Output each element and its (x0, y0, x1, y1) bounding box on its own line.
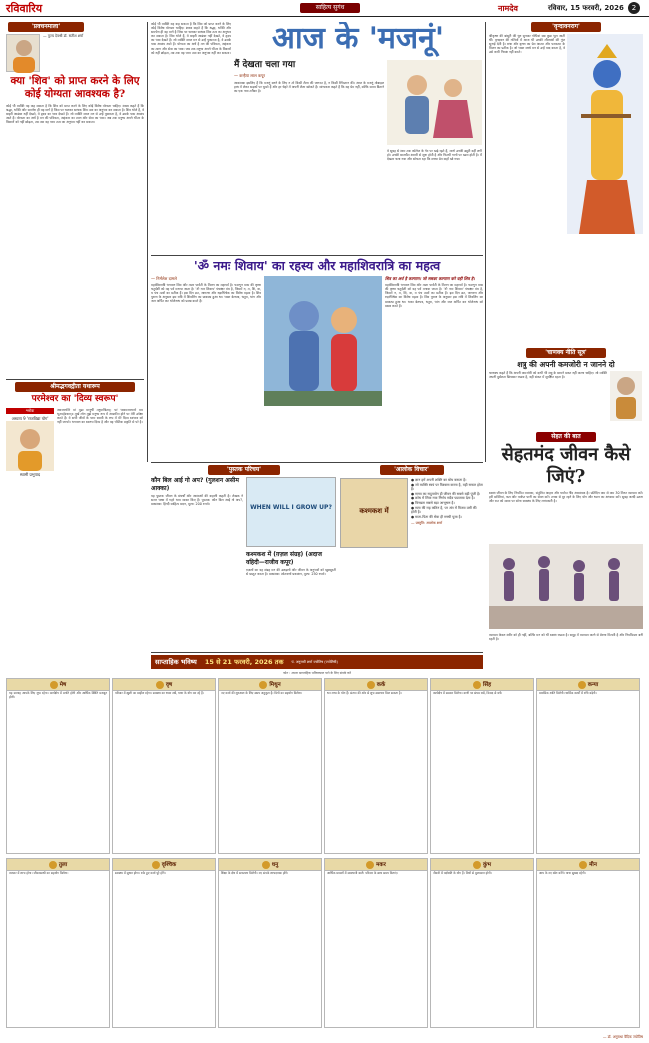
shrimad-top-rule (6, 379, 144, 380)
alok-section (340, 465, 483, 650)
pravachan-body: कोई भी व्यक्ति यह कह सकता है कि शिव को प्राप्त करने के लिए कोई विशेष योग्यता चाहिए। शास्त्र कहते हैं कि श्रद्धा, भक्ति और समर्पण ही वह मार्ग है जिस पर चलकर साधक शिव तत्व का अनुभव कर सकता है। शिव भोले हैं, वे बाहरी आडंबर नहीं देखते, वे हृदय का भाव देखते हैं। जो व्यक्ति सरल मन से उन्हें पुकारता है, वे उसके पास अवश्य आते हैं। योग्यता का अर्थ है मन की पवित्रता, अहंकार का त्याग और सेवा का भाव। जब तक मनुष्य अपने भीतर के विकारों को नहीं छोड़ता, तब तक वह परम तत्व का अनुभव नहीं कर सकता। (6, 104, 144, 125)
section-tag: साहित्य सुगंध (300, 3, 360, 13)
book1-cover (246, 477, 336, 547)
zodiac-card (536, 858, 640, 1028)
zodiac-icon (50, 681, 58, 689)
shiva-body: महाशिवरात्रि भगवान शिव और माता पार्वती के मिलन का महापर्व है। फाल्गुन मास की कृष्ण चतुर्दशी को यह पर्व मनाया जाता है। 'ॐ नमः शिवाय' पंचाक्षर मंत्र है, जिसमें न, म, शि, वा, य पंच तत्वों का प्रतीक हैं। इस दिन व्रत, जागरण और रुद्राभिषेक का विशेष महत्व है। शिव पुराण के अनुसार इस रात्रि में शिवलिंग का प्राकट्य हुआ था। भक्त बेलपत्र, धतूरा, भांग और जल अर्पित कर भोलेनाथ को प्रसन्न करते हैं। (151, 283, 261, 304)
rashifal-astrologer: पं. अनुराधी शर्मा ज्योतिष (ज्योतिषी) (291, 659, 338, 664)
zodiac-name: कन्या (587, 682, 599, 688)
zodiac-icon (579, 861, 587, 869)
book2-title: कश्मकश में (ग़ज़ल संग्रह) (अदाज वहिदी—राजीव कपूर) (246, 551, 322, 566)
rashifal-grid (6, 678, 643, 1036)
zodiac-icon (262, 861, 270, 869)
zodiac-card (430, 678, 534, 854)
pravachan-label: 'प्रवचनमाला' (8, 22, 84, 32)
health-body-2: व्यायाम केवल शरीर को ही नहीं, बल्कि मन को भी स्वस्थ रखता है। समूह में व्यायाम करने से प्रेरणा मिलती है और नियमितता बनी रहती है। (489, 633, 643, 642)
zodiac-name: मकर (376, 862, 386, 868)
zodiac-icon (156, 681, 164, 689)
rashifal-top-rule (151, 652, 483, 653)
shrimad-box-title: श्लोक (6, 408, 54, 414)
books-section (151, 465, 337, 650)
alok-item: ● समय का सदुपयोग ही जीवन की सबसे बड़ी पूंजी है। (411, 491, 481, 496)
shiva-headline: 'ॐ नमः शिवाय' का रहस्य और महाशिवरात्रि का महत्व (193, 258, 441, 273)
shiva-parvati-image (264, 276, 382, 406)
alok-label: 'आलोक विचार' (380, 465, 444, 475)
zodiac-name: मिथुन (269, 682, 281, 688)
zodiac-text: आय के नए स्रोत बनेंगे। यात्रा सुखद रहेगी। (539, 871, 586, 875)
zodiac-card (430, 858, 534, 1028)
page-number: 2 (628, 2, 640, 14)
majnu-intro: आवश्यक इसलिए हैं कि मजनूं बनने के लिए न तो किसी लैला की जरूरत है, न किसी रेगिस्तान की। आज के मजनूं मोबाइल हाथ में लेकर सड़कों पर घूमते हैं और हर चेहरे में अपनी लैला खोजते हैं। व्यंग्यकार कहते हैं कि यह प्रेम नहीं, बल्कि समय बिताने का एक नया तरीका है। (234, 81, 384, 94)
prabhupada-photo (6, 421, 54, 471)
chanakya-portrait (610, 371, 642, 421)
zodiac-text: परिवार में खुशी का माहौल रहेगा। स्वास्थ्य का ध्यान रखें, यात्रा के योग बन रहे हैं। (115, 691, 204, 695)
health-label: सेहत की बात (536, 432, 596, 442)
book1-title: कौन बिल आई गो अप? (गुलशन असीम आक्का) (151, 477, 239, 492)
zodiac-icon (367, 681, 375, 689)
exercise-photo (489, 544, 643, 629)
zodiac-text: धन लाभ के योग हैं। संतान की ओर से शुभ समाचार मिल सकता है। (327, 691, 402, 695)
column-divider-right (485, 22, 486, 462)
zodiac-icon (473, 681, 481, 689)
zodiac-text: कार्यक्षेत्र में सम्मान मिलेगा। वाणी पर संयम रखें, विवाद से बचें। (433, 691, 503, 695)
zodiac-icon (49, 861, 57, 869)
issue-date: रविवार, 15 फरवरी, 2026 (548, 4, 624, 12)
zodiac-text: नौकरी में पदोन्नति के योग हैं। मित्रों से मुलाकात होगी। (433, 871, 492, 875)
book2-cover-title: कश्मकश में (359, 507, 389, 515)
krishna-body: श्रीकृष्ण की बांसुरी की धुन सुनकर गोपियां सब कुछ भूल जाती थीं। वृन्दावन की गलियों में आज भी उनकी लीलाओं की गूंज सुनाई देती है। राधा और कृष्ण का प्रेम आत्मा और परमात्मा के मिलन का प्रतीक है। जो भक्त सच्चे मन से उन्हें याद करता है, वे उसे कभी निराश नहीं करते। (489, 34, 565, 55)
zodiac-card (324, 678, 428, 854)
krishna-article (489, 22, 643, 242)
zodiac-text: व्यापार में लाभ होगा। जीवनसाथी का सहयोग मिलेगा। (9, 871, 69, 875)
alok-item: ● विनम्रता सबसे बड़ा आभूषण है। (411, 500, 455, 505)
zodiac-name: धनु (271, 862, 279, 868)
health-body: स्वस्थ जीवन के लिए नियमित व्यायाम, संतुलित आहार और पर्याप्त नींद आवश्यक है। प्रतिदिन कम से कम 30 मिनट व्यायाम करें। हरी सब्जियां, फल और पर्याप्त पानी का सेवन करें। तनाव से दूर रहने के लिए योग और ध्यान का अभ्यास करें। सुबह जल्दी उठना और रात को समय पर सोना स्वास्थ्य के लिए लाभकारी है। (489, 491, 643, 504)
book1-body: यह पुस्तक जीवन के संघर्षों और आशाओं की कहानी कहती है। लेखक ने सरल भाषा में गहरे भाव व्यक्त किए हैं। पुस्तक: कौन बिल आई गो अप?, प्रकाशक: हिन्दी साहित्य सदन, मूल्य: 200 रुपये। (151, 494, 243, 507)
rashifal-contact: फोन : अपना साप्ताहिक भविष्यफल पाने के लिए संपर्क करें (283, 671, 351, 675)
shiva-quote: शिव का अर्थ है कल्याण। जो सबका कल्याण करे वही शिव है। (385, 276, 475, 281)
zodiac-name: कर्क (376, 682, 386, 688)
alok-credit: — प्रस्तुति: आलोक शर्मा (411, 521, 443, 526)
shrimad-article (6, 382, 144, 650)
zodiac-icon (366, 861, 374, 869)
zodiac-name: कुंभ (482, 862, 492, 868)
shrimad-author: स्वामी प्रभुपाद (19, 472, 41, 478)
chanakya-label: 'चाणक्य नीति सूत्र' (526, 348, 606, 358)
zodiac-text: नए कार्य की शुरुआत के लिए समय अनुकूल है। मित्रों का सहयोग मिलेगा। (221, 691, 303, 695)
zodiac-name: सिंह (482, 682, 492, 688)
shrimad-chapter: अध्याय 9 'राजविद्या योग' (11, 416, 49, 421)
books-top-rule (151, 462, 483, 463)
brand-name: नामदेव (498, 3, 518, 13)
story-author: — कन्हैया लाल कपूर (234, 73, 266, 78)
zodiac-text: मानसिक शांति मिलेगी। धार्मिक कार्यों में रुचि बढ़ेगी। (539, 691, 597, 695)
shiva-byline: — निर्मलेश दामले (151, 276, 177, 281)
zodiac-text: यह सप्ताह आपके लिए शुभ रहेगा। कार्यक्षेत्र में प्रगति होगी और आर्थिक स्थिति मजबूत होगी। (9, 691, 107, 699)
pravachan-continuation (151, 22, 231, 252)
zodiac-card (6, 678, 110, 854)
alok-item: ● सत्य की राह कठिन है, पर अंत में विजय उसी की होती है। (411, 505, 477, 515)
zodiac-card (536, 678, 640, 854)
rashifal-dates: 15 से 21 फरवरी, 2026 तक (204, 657, 284, 666)
zodiac-card (218, 858, 322, 1028)
zodiac-name: वृष (165, 682, 173, 688)
zodiac-icon (152, 861, 160, 869)
story-title: मैं देखता चला गया (234, 60, 296, 70)
books-label: 'पुस्तक परिचय' (208, 465, 280, 475)
pravachan-continuation-text: कोई भी व्यक्ति यह कह सकता है कि शिव को प्राप्त करने के लिए कोई विशेष योग्यता चाहिए। शास्त्र कहते हैं कि श्रद्धा, भक्ति और समर्पण ही वह मार्ग है जिस पर चलकर साधक शिव तत्व का अनुभव कर सकता है। शिव भोले हैं, वे बाहरी आडंबर नहीं देखते, वे हृदय का भाव देखते हैं। जो व्यक्ति सरल मन से उन्हें पुकारता है, वे उसके पास अवश्य आते हैं। योग्यता का अर्थ है मन की पवित्रता, अहंकार का त्याग और सेवा का भाव। जब तक मनुष्य अपने भीतर के विकारों को नहीं छोड़ता, तब तक वह परम तत्व का अनुभव नहीं कर सकता। (151, 22, 231, 55)
zodiac-card (324, 858, 428, 1028)
zodiac-card (112, 858, 216, 1028)
majnu-article (234, 22, 482, 252)
zodiac-name: तुला (58, 862, 68, 868)
alok-item: ● ज्ञान हमें अपनी शक्ति का बोध कराता है। (411, 478, 467, 482)
shiva-article (151, 258, 483, 458)
pravachan-headline: क्या 'शिव' को प्राप्त करने के लिए कोई योग्यता आवश्यक है? (10, 75, 140, 100)
zodiac-text: शिक्षा के क्षेत्र में सफलता मिलेगी। नए संपर्क लाभदायक होंगे। (221, 871, 289, 875)
rashifal-header (151, 655, 483, 669)
majnu-illustration (387, 60, 482, 145)
zodiac-icon (473, 861, 481, 869)
book1-cover-title: WHEN WILL I GROW UP? (250, 504, 332, 511)
zodiac-card (218, 678, 322, 854)
zodiac-card (6, 858, 110, 1028)
alok-item: ● क्रोध में लिया गया निर्णय सदैव पछतावा देता है। (411, 496, 475, 501)
zodiac-name: वृश्चिक (161, 862, 177, 868)
zodiac-text: आर्थिक मामलों में सावधानी बरतें। परिवार के साथ समय बिताएं। (327, 871, 398, 875)
book2-cover (340, 478, 408, 548)
section-day-title: रविवारिय (6, 2, 43, 15)
avatar (7, 35, 41, 73)
health-article (489, 432, 643, 652)
book2-body: ग़ज़लों का यह संग्रह मन की उलझनों और जीवन के अनुभवों को खूबसूरती से प्रस्तुत करता है। प्रकाशक: श्वेतवर्णा प्रकाशन, मूल्य: 250 रुपये। (246, 568, 336, 577)
majnu-headline: आज के 'मजनूं' (271, 22, 445, 56)
zodiac-text: स्वास्थ्य में सुधार होगा। रुके हुए कार्य पूरे होंगे। (115, 871, 166, 875)
author-photo (6, 34, 40, 72)
shrimad-body: अवजानन्ति मां मूढा मानुषीं तनुमाश्रितम्। परं भावमजानन्तो मम भूतमहेश्वरम्॥ मूर्ख लोग मुझे मनुष्य रूप में अवतरित होने पर मेरी उपेक्षा करते हैं। वे सभी जीवों के परम स्वामी के रूप में मेरे दिव्य स्वभाव को नहीं जानते। भगवान का स्वरूप दिव्य है और वह भौतिक प्रकृति से परे है। (57, 408, 143, 425)
alok-item: ● जो व्यक्ति स्वयं पर विश्वास करता है, वही सफल होता है। (411, 482, 483, 492)
shrimad-label: श्रीमद्भगवद्गीता यथारूप (15, 382, 135, 392)
rashifal-footer: — डॉ. अनुराधा वैदिक ज्योतिष (602, 1035, 643, 1039)
chanakya-headline: शत्रु की अपनी कमजोरी न जानने दो (517, 360, 615, 369)
column-divider (147, 22, 148, 462)
shiva-body-2: महाशिवरात्रि भगवान शिव और माता पार्वती के मिलन का महापर्व है। फाल्गुन मास की कृष्ण चतुर्दशी को यह पर्व मनाया जाता है। 'ॐ नमः शिवाय' पंचाक्षर मंत्र है, जिसमें न, म, शि, वा, य पंच तत्वों का प्रतीक हैं। इस दिन व्रत, जागरण और रुद्राभिषेक का विशेष महत्व है। शिव पुराण के अनुसार इस रात्रि में शिवलिंग का प्राकट्य हुआ था। भक्त बेलपत्र, धतूरा, भांग और जल अर्पित कर भोलेनाथ को प्रसन्न करते हैं। (385, 283, 483, 308)
page-header (0, 0, 649, 17)
zodiac-card (112, 678, 216, 854)
pravachan-byline: — पूज्य देवश्री डॉ. सतीश शर्मा (43, 34, 84, 38)
health-headline: सेहतमंद जीवन कैसे जिएं? (501, 444, 631, 487)
krishna-label: 'वृन्दावनराग' (531, 22, 601, 32)
zodiac-icon (578, 681, 586, 689)
chanakya-article (489, 348, 643, 428)
shiva-top-rule (151, 255, 483, 256)
pravachan-article (6, 22, 144, 378)
zodiac-name: मेष (59, 682, 67, 688)
majnu-body: वे सुबह से शाम तक कॉलेज के गेट पर खड़े रहते हैं, मानो उनकी ड्यूटी वहीं लगी हो। उनकी बातचीत शायरी से शुरू होती है और फिल्मी गानों पर खत्म होती है। मैं देखता चला गया और सोचता रहा कि सच्चा प्रेम कहाँ खो गया। (387, 149, 482, 162)
zodiac-icon (259, 681, 267, 689)
chanakya-body: चाणक्य कहते हैं कि अपनी कमजोरी को कभी भी शत्रु के सामने प्रकट नहीं करना चाहिए। जो व्यक्ति अपनी दुर्बलता छिपाकर रखता है, वही संकट में सुरक्षित रहता है। (489, 371, 607, 380)
rashifal-title: साप्ताहिक भविष्य (155, 657, 197, 666)
shrimad-headline: परमेश्वर का 'दिव्य स्वरूप' (31, 394, 119, 404)
alok-item: ● माता-पिता की सेवा ही सच्ची पूजा है। (411, 514, 462, 519)
zodiac-name: मीन (589, 862, 597, 868)
krishna-image (567, 34, 643, 234)
